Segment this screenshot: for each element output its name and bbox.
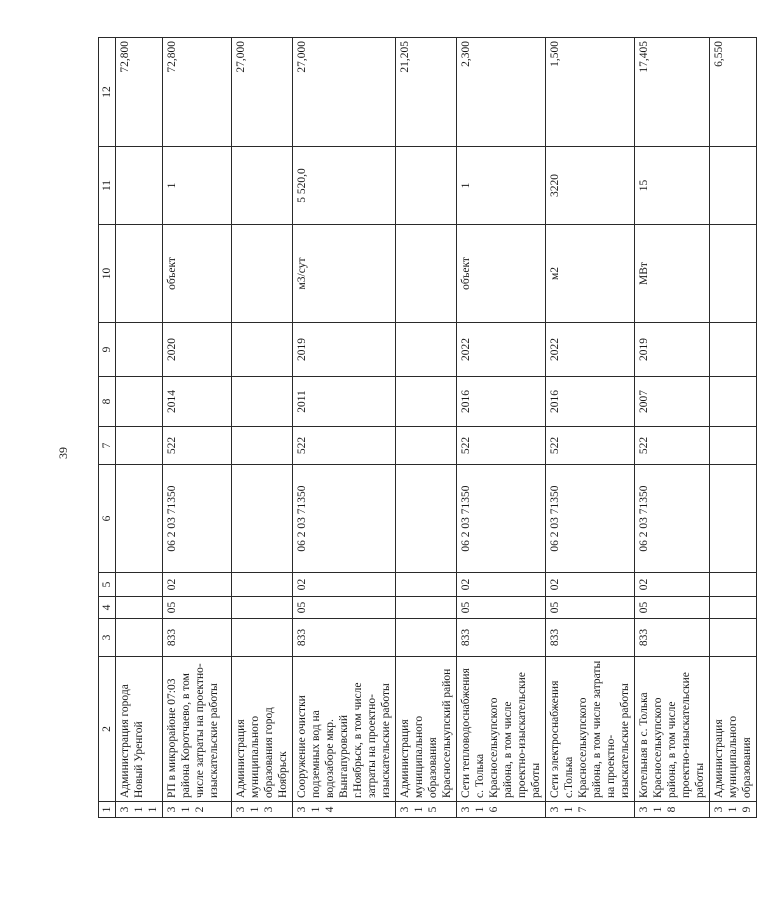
table-cell-c12: 72,800: [163, 38, 232, 147]
table-cell-name: Администрация муниципального образования Красноселькупский район: [396, 657, 457, 802]
table-cell-c5: 02: [457, 573, 546, 597]
table-cell-c4: [396, 597, 457, 619]
header-cell: 7: [99, 427, 116, 465]
table-cell-c3: 833: [546, 619, 635, 657]
table-cell-c10: [710, 225, 757, 323]
table-cell-c9: 2022: [546, 323, 635, 377]
table-cell-c10: м3/сут: [293, 225, 396, 323]
table-cell-c9: 2019: [635, 323, 710, 377]
table-cell-n: 317: [546, 802, 635, 818]
table-cell-c4: 05: [546, 597, 635, 619]
table-cell-n: 312: [163, 802, 232, 818]
table-cell-c7: 522: [293, 427, 396, 465]
table-row: [457, 38, 546, 818]
table-cell-c8: 2014: [163, 377, 232, 427]
table-row: [116, 38, 163, 818]
table-cell-c10: МВт: [635, 225, 710, 323]
header-cell: 10: [99, 225, 116, 323]
table-cell-c5: 02: [635, 573, 710, 597]
table-row: [232, 38, 293, 818]
table-cell-c6: 06 2 03 71350: [293, 465, 396, 573]
table-cell-c7: 522: [163, 427, 232, 465]
table-cell-c3: [116, 619, 163, 657]
table-cell-name: Сети тепловодоснабжения с. Толька Красноселькупского района, в том числе проектно-изыскательские работы: [457, 657, 546, 802]
table-cell-c4: 05: [293, 597, 396, 619]
table-cell-c4: [116, 597, 163, 619]
header-cell: 3: [99, 619, 116, 657]
table-cell-c12: 27,000: [232, 38, 293, 147]
table-cell-name: Сооружение очистки подземных вод на водозаборе мкр. Вынгапуровский г.Ноябрьск, в том числе затраты на проектно-изыскательские работы: [293, 657, 396, 802]
table-cell-c12: 6,550: [710, 38, 757, 147]
table-cell-c3: 833: [635, 619, 710, 657]
table-cell-c6: 06 2 03 71350: [635, 465, 710, 573]
table-cell-c7: 522: [635, 427, 710, 465]
table-cell-c11: 1: [163, 147, 232, 225]
table-cell-c8: [710, 377, 757, 427]
table-cell-c11: 3220: [546, 147, 635, 225]
table-cell-c9: 2022: [457, 323, 546, 377]
table-cell-c5: [396, 573, 457, 597]
table-cell-c7: [116, 427, 163, 465]
table-cell-c12: 72,800: [116, 38, 163, 147]
table-cell-c6: 06 2 03 71350: [457, 465, 546, 573]
budget-table: [98, 37, 757, 818]
table-cell-c9: [116, 323, 163, 377]
table-cell-c11: 15: [635, 147, 710, 225]
header-row: [99, 38, 116, 818]
table-cell-c8: 2007: [635, 377, 710, 427]
table-cell-n: 311: [116, 802, 163, 818]
table-cell-c5: 02: [546, 573, 635, 597]
table-cell-c8: 2011: [293, 377, 396, 427]
table-cell-c3: 833: [163, 619, 232, 657]
header-cell: 2: [99, 657, 116, 802]
table-cell-c10: объект: [457, 225, 546, 323]
page-number: 39: [56, 447, 70, 459]
table-cell-c10: [396, 225, 457, 323]
table-cell-c11: [710, 147, 757, 225]
table-cell-c5: [232, 573, 293, 597]
table-cell-c6: [116, 465, 163, 573]
table-cell-c12: 21,205: [396, 38, 457, 147]
table-cell-c7: 522: [457, 427, 546, 465]
header-cell: 9: [99, 323, 116, 377]
table-cell-name: Администрация города Новый Уренгой: [116, 657, 163, 802]
table-cell-c6: [232, 465, 293, 573]
table-cell-c3: [710, 619, 757, 657]
table-cell-n: 318: [635, 802, 710, 818]
table-cell-name: Котельная в с. Толька Красноселькупского района, в том числе проектно-изыскательские работы: [635, 657, 710, 802]
table-cell-c11: [116, 147, 163, 225]
table-cell-c6: 06 2 03 71350: [163, 465, 232, 573]
header-cell: 11: [99, 147, 116, 225]
table-cell-c3: 833: [293, 619, 396, 657]
table-cell-n: 319: [710, 802, 757, 818]
table-cell-c12: 27,000: [293, 38, 396, 147]
table-cell-c11: [396, 147, 457, 225]
table-cell-c4: 05: [635, 597, 710, 619]
table-cell-c9: [710, 323, 757, 377]
table-cell-c8: [232, 377, 293, 427]
table-cell-name: Сети электроснабжения с.Толька Красноселькупского района, в том числе затраты на проектно-изыскательские работы: [546, 657, 635, 802]
table-cell-c10: объект: [163, 225, 232, 323]
table-cell-c12: 1,500: [546, 38, 635, 147]
table-cell-c9: 2020: [163, 323, 232, 377]
table-cell-c10: [116, 225, 163, 323]
table-cell-c10: [232, 225, 293, 323]
table-cell-c10: м2: [546, 225, 635, 323]
table-cell-c9: [396, 323, 457, 377]
table-cell-c4: 05: [457, 597, 546, 619]
table-cell-c7: [396, 427, 457, 465]
table-row: [293, 38, 396, 818]
table-cell-c4: [710, 597, 757, 619]
table-cell-c4: 05: [163, 597, 232, 619]
table-cell-n: 316: [457, 802, 546, 818]
table-row: [163, 38, 232, 818]
rotated-table-container: [98, 38, 753, 818]
header-cell: 6: [99, 465, 116, 573]
table-row: [710, 38, 757, 818]
table-cell-c11: 1: [457, 147, 546, 225]
table-cell-n: 313: [232, 802, 293, 818]
table-cell-name: РП в микрорайоне 07:03 района Коротчаево, в том числе затраты на проектно-изыскательские работы: [163, 657, 232, 802]
table-cell-name: Администрация муниципального образования: [710, 657, 757, 802]
table-cell-c7: [232, 427, 293, 465]
table-cell-c8: [116, 377, 163, 427]
table-cell-c6: [710, 465, 757, 573]
table-cell-c5: 02: [163, 573, 232, 597]
table-cell-c7: 522: [546, 427, 635, 465]
table-cell-name: Администрация муниципального образования город Ноябрьск: [232, 657, 293, 802]
table-row: [546, 38, 635, 818]
table-cell-c12: 2,300: [457, 38, 546, 147]
table-cell-c11: [232, 147, 293, 225]
table-cell-c8: [396, 377, 457, 427]
document-table-area: [98, 38, 753, 818]
table-cell-c3: 833: [457, 619, 546, 657]
table-cell-n: 315: [396, 802, 457, 818]
table-cell-c9: [232, 323, 293, 377]
table-cell-n: 314: [293, 802, 396, 818]
table-cell-c5: [116, 573, 163, 597]
table-cell-c11: 5 520,0: [293, 147, 396, 225]
header-cell: 8: [99, 377, 116, 427]
header-cell: 1: [99, 802, 116, 818]
table-cell-c7: [710, 427, 757, 465]
table-cell-c5: [710, 573, 757, 597]
header-cell: 5: [99, 573, 116, 597]
table-body: [99, 38, 757, 818]
table-cell-c9: 2019: [293, 323, 396, 377]
table-cell-c6: [396, 465, 457, 573]
table-cell-c3: [232, 619, 293, 657]
table-cell-c8: 2016: [546, 377, 635, 427]
header-cell: 4: [99, 597, 116, 619]
table-cell-c12: 17,405: [635, 38, 710, 147]
table-cell-c8: 2016: [457, 377, 546, 427]
header-cell: 12: [99, 38, 116, 147]
table-cell-c6: 06 2 03 71350: [546, 465, 635, 573]
table-cell-c4: [232, 597, 293, 619]
table-cell-c5: 02: [293, 573, 396, 597]
table-row: [635, 38, 710, 818]
table-row: [396, 38, 457, 818]
table-cell-c3: [396, 619, 457, 657]
